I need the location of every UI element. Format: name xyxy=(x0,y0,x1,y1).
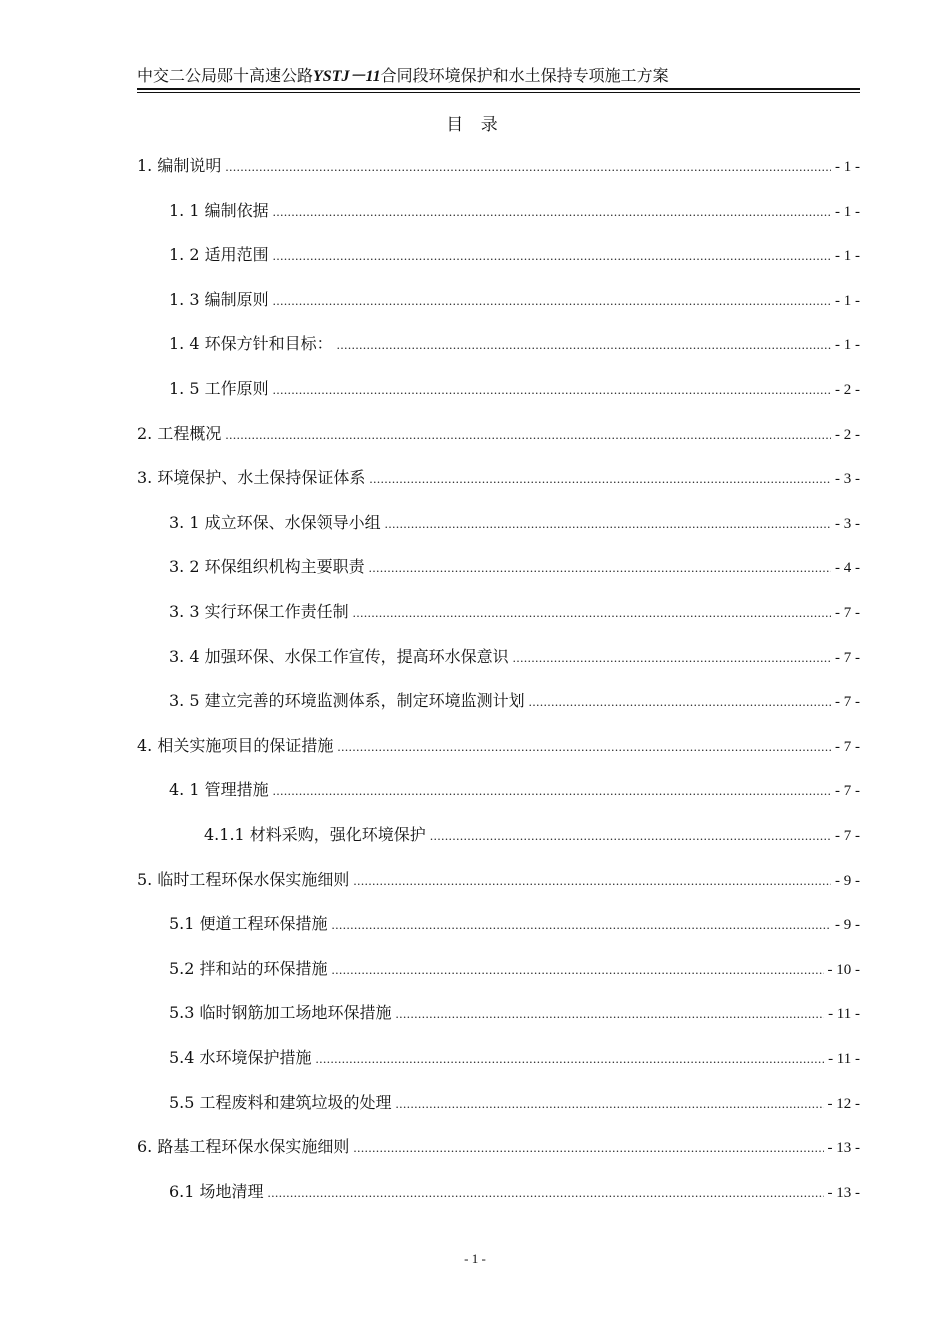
header-rule-thin xyxy=(137,92,860,93)
toc-dot-leader xyxy=(273,199,831,225)
toc-entry-label: 5.4 水环境保护措施 xyxy=(169,1048,312,1067)
toc-entry-page: - 1 - xyxy=(835,203,860,220)
toc-entry-label: 4.1.1 材料采购，强化环境保护 xyxy=(204,825,426,844)
toc-entry-label: 4. 相关实施项目的保证措施 xyxy=(137,735,334,755)
toc-entry-label: 3. 1 成立环保、水保领导小组 xyxy=(169,512,381,532)
toc-dot-leader xyxy=(332,912,831,938)
toc-entry-page: - 9 - xyxy=(835,917,860,934)
toc-entry[interactable] xyxy=(137,421,860,447)
toc-entry-page: - 13 - xyxy=(827,1140,860,1157)
header-contract-code: YSTJ－11 xyxy=(313,68,381,85)
toc-dot-leader xyxy=(369,555,831,581)
toc-entry-label: 5. 临时工程环保水保实施细则 xyxy=(137,869,350,889)
toc-entry-label: 5.1 便道工程环保措施 xyxy=(169,914,328,934)
toc-dot-leader xyxy=(369,466,831,492)
header-rule-thick xyxy=(137,88,860,90)
toc-entry-page: - 10 - xyxy=(827,961,860,978)
toc-entry-page: - 11 - xyxy=(828,1051,860,1067)
toc-entry-page: - 2 - xyxy=(835,426,860,443)
toc-entry[interactable] xyxy=(137,465,860,491)
toc-dot-leader xyxy=(268,1180,824,1206)
toc-entry-page: - 13 - xyxy=(827,1184,860,1201)
toc-entry-label: 2. 工程概况 xyxy=(137,423,222,443)
header-title-suffix: 合同段环境保护和水土保持专项施工方案 xyxy=(380,66,669,85)
toc-entry-label: 1. 5 工作原则 xyxy=(169,379,269,398)
toc-entry[interactable] xyxy=(137,867,860,893)
toc-entry-page: - 1 - xyxy=(835,159,860,175)
toc-entry-page: - 2 - xyxy=(835,382,860,398)
toc-dot-leader xyxy=(396,1001,825,1027)
toc-entry-label: 5.3 临时钢筋加工场地环保措施 xyxy=(169,1003,392,1023)
toc-entry-label: 1. 3 编制原则 xyxy=(169,289,269,309)
toc-entry[interactable] xyxy=(169,688,860,714)
toc-entry-label: 3. 4 加强环保、水保工作宣传，提高环水保意识 xyxy=(169,646,509,666)
toc-entry[interactable] xyxy=(169,1090,860,1116)
toc-dot-leader xyxy=(225,422,831,448)
toc-entry[interactable] xyxy=(169,242,860,268)
toc-entry-page: - 12 - xyxy=(827,1095,860,1112)
toc-entry-label: 4. 1 管理措施 xyxy=(169,780,269,800)
footer-page-number: - 1 - xyxy=(464,1251,486,1266)
toc-dot-leader xyxy=(332,957,824,983)
toc-entry[interactable] xyxy=(169,644,860,670)
toc-entry[interactable] xyxy=(169,777,860,803)
toc-dot-leader xyxy=(337,332,831,358)
toc-entry-label: 5.5 工程废料和建筑垃圾的处理 xyxy=(169,1092,392,1112)
toc-entry-label: 1. 1 编制依据 xyxy=(169,200,269,220)
toc-entry-page: - 4 - xyxy=(835,560,860,577)
toc-dot-leader xyxy=(337,734,831,760)
toc-entry[interactable] xyxy=(169,1179,860,1205)
toc-entry-label: 6. 路基工程环保水保实施细则 xyxy=(137,1137,350,1157)
toc-dot-leader xyxy=(273,778,831,804)
toc-entry-page: - 7 - xyxy=(835,828,860,844)
toc-entry-page: - 3 - xyxy=(835,471,860,488)
toc-dot-leader xyxy=(353,868,831,894)
toc-dot-leader xyxy=(430,823,831,849)
toc-dot-leader xyxy=(529,689,831,715)
toc-entry[interactable] xyxy=(169,554,860,580)
page-header xyxy=(137,64,860,90)
toc-dot-leader xyxy=(385,511,831,537)
toc-entry-label: 1. 编制说明 xyxy=(137,156,222,175)
toc-dot-leader xyxy=(273,243,831,269)
toc-entry[interactable] xyxy=(169,287,860,313)
toc-entry[interactable] xyxy=(169,1045,860,1071)
toc-dot-leader xyxy=(316,1046,825,1072)
toc-entry[interactable] xyxy=(169,198,860,224)
toc-dot-leader xyxy=(273,377,831,403)
toc-entry[interactable] xyxy=(204,822,860,848)
toc-dot-leader xyxy=(396,1091,824,1117)
toc-entry[interactable] xyxy=(169,599,860,625)
header-title-prefix: 中交二公局郧十高速公路 xyxy=(137,66,314,85)
toc-entry[interactable] xyxy=(169,376,860,402)
toc-entry-page: - 7 - xyxy=(835,783,860,800)
toc-entry-page: - 7 - xyxy=(835,649,860,666)
toc-dot-leader xyxy=(225,154,831,180)
toc-entry[interactable] xyxy=(169,510,860,536)
toc-entry[interactable] xyxy=(169,911,860,937)
toc-entry-label: 3. 3 实行环保工作责任制 xyxy=(169,602,349,621)
toc-entry-page: - 3 - xyxy=(835,515,860,532)
toc-entry-label: 1. 4 环保方针和目标： xyxy=(169,334,333,354)
toc-entry[interactable] xyxy=(137,1134,860,1160)
toc-entry[interactable] xyxy=(169,1000,860,1026)
toc-entry-page: - 11 - xyxy=(828,1006,860,1023)
toc-entry-page: - 1 - xyxy=(835,337,860,354)
toc-entry-label: 3. 环境保护、水土保持保证体系 xyxy=(137,468,366,488)
toc-entry-label: 6.1 场地清理 xyxy=(169,1181,264,1201)
toc-entry-label: 3. 5 建立完善的环境监测体系，制定环境监测计划 xyxy=(169,691,525,711)
toc-entry-label: 3. 2 环保组织机构主要职责 xyxy=(169,557,365,577)
toc-entry[interactable] xyxy=(137,153,860,179)
toc-title: 目 录 xyxy=(446,115,504,135)
toc-entry[interactable] xyxy=(137,733,860,759)
toc-dot-leader xyxy=(353,1135,823,1161)
toc-entry-page: - 7 - xyxy=(835,738,860,755)
toc-dot-leader xyxy=(513,645,831,671)
toc-entry-page: - 7 - xyxy=(835,605,860,621)
toc-entry-page: - 9 - xyxy=(835,872,860,889)
toc-dot-leader xyxy=(353,600,831,626)
toc-entry[interactable] xyxy=(169,331,860,357)
toc-dot-leader xyxy=(273,288,831,314)
toc-entry[interactable] xyxy=(169,956,860,982)
toc-entry-page: - 1 - xyxy=(835,292,860,309)
header-title xyxy=(137,66,669,87)
toc-entry-label: 5.2 拌和站的环保措施 xyxy=(169,958,328,978)
toc-entry-page: - 7 - xyxy=(835,694,860,711)
toc-entry-page: - 1 - xyxy=(835,248,860,265)
toc-entry-label: 1. 2 适用范围 xyxy=(169,245,269,265)
